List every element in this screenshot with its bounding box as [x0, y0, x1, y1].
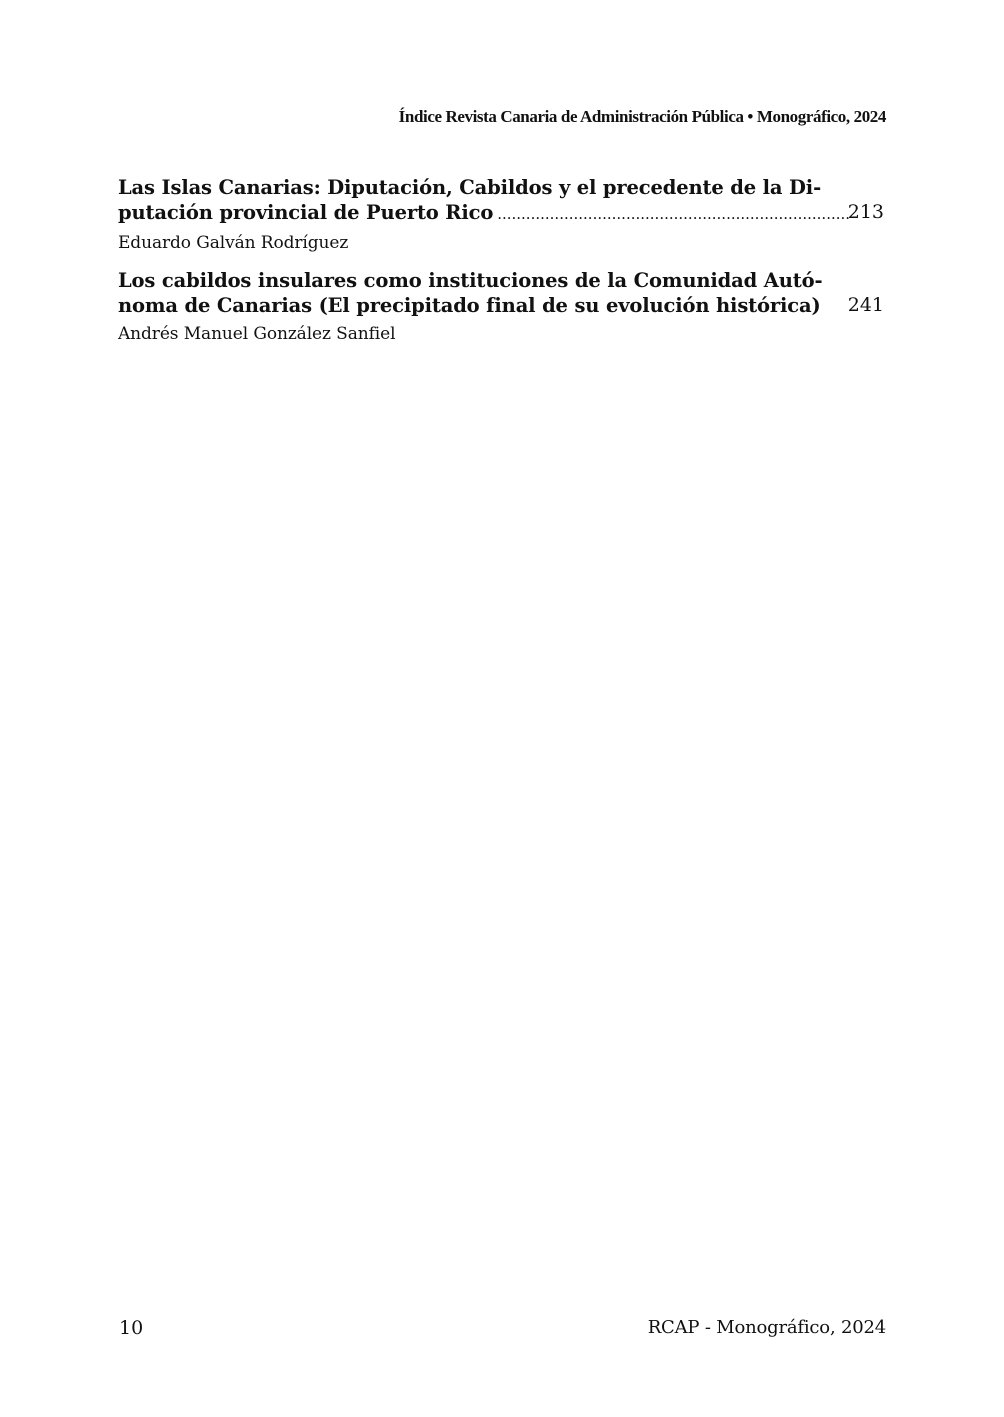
entry-author: Eduardo Galván Rodríguez	[118, 233, 349, 253]
entry-author: Andrés Manuel González Sanfiel	[118, 324, 396, 344]
entry-page-number: 241	[847, 294, 884, 316]
entry-title-line: noma de Canarias (El precipitado final de su evolución histórica)	[118, 294, 821, 317]
entry-title-line: Los cabildos insulares como instituciones de la Comunidad Autó-	[118, 269, 823, 292]
dot-leader: ..........................................................................	[497, 205, 851, 223]
entry-page-number: 213	[847, 201, 884, 223]
entry-title[interactable]	[118, 268, 823, 318]
entry-title-line	[118, 200, 851, 227]
entry-title-line: Las Islas Canarias: Diputación, Cabildos y el precedente de la Di-	[118, 176, 822, 199]
toc-entry[interactable]	[118, 175, 886, 256]
footer-page-number: 10	[119, 1317, 144, 1339]
footer-journal-title: RCAP - Monográfico, 2024	[647, 1317, 886, 1338]
table-of-contents	[118, 175, 886, 359]
entry-title-text: putación provincial de Puerto Rico	[118, 201, 494, 224]
toc-entry[interactable]	[118, 268, 886, 347]
running-header: Índice Revista Canaria de Administración Pública • Monográfico, 2024	[398, 107, 886, 126]
entry-title[interactable]	[118, 175, 851, 227]
